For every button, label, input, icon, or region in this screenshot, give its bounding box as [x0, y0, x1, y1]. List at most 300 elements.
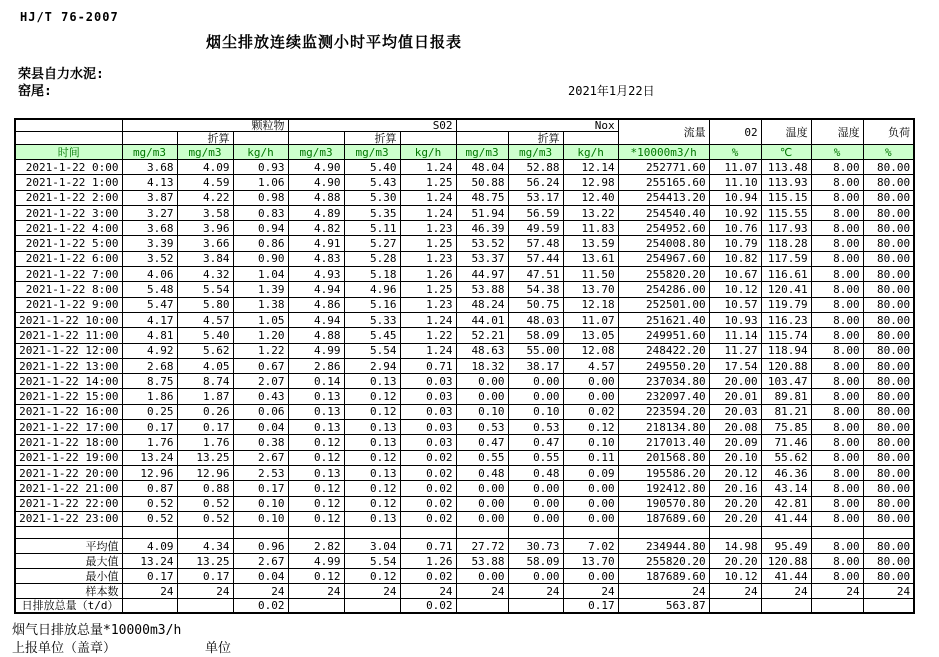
value-cell: 0.43: [233, 389, 288, 404]
monitoring-point: 窑尾:: [18, 84, 52, 99]
value-cell: 5.30: [344, 190, 400, 205]
value-cell: 0.13: [344, 511, 400, 526]
value-cell: 30.73: [508, 539, 563, 554]
table-row: [15, 450, 914, 465]
summary-label-cell: 日排放总量（t/d）: [15, 599, 122, 613]
value-cell: 0.17: [122, 420, 177, 435]
value-cell: 80.00: [863, 404, 914, 419]
value-cell: 4.86: [288, 297, 344, 312]
value-cell: 53.17: [508, 190, 563, 205]
value-cell: 1.26: [400, 267, 456, 282]
value-cell: 0.10: [233, 511, 288, 526]
value-cell: 0.12: [288, 496, 344, 511]
value-cell: 0.17: [177, 569, 233, 584]
value-cell: 80.00: [863, 282, 914, 297]
blank-cell: [344, 527, 400, 539]
value-cell: 118.94: [761, 343, 811, 358]
value-cell: 3.87: [122, 190, 177, 205]
table-row: [15, 282, 914, 297]
unit-cell: mg/m3: [122, 145, 177, 160]
value-cell: 0.00: [563, 569, 618, 584]
value-cell: 2.67: [233, 554, 288, 569]
value-cell: 1.86: [122, 389, 177, 404]
value-cell: 80.00: [863, 465, 914, 480]
value-cell: 223594.20: [618, 404, 709, 419]
value-cell: 8.00: [811, 343, 863, 358]
value-cell: 80.00: [863, 389, 914, 404]
value-cell: 80.00: [863, 539, 914, 554]
value-cell: 0.13: [344, 420, 400, 435]
value-cell: 4.81: [122, 328, 177, 343]
value-cell: 0.02: [400, 465, 456, 480]
value-cell: 1.38: [233, 297, 288, 312]
value-cell: 10.76: [709, 221, 761, 236]
value-cell: 0.71: [400, 539, 456, 554]
value-cell: 24: [177, 584, 233, 599]
value-cell: 4.09: [122, 539, 177, 554]
value-cell: 3.52: [122, 251, 177, 266]
value-cell: 24: [233, 584, 288, 599]
value-cell: 8.00: [811, 404, 863, 419]
value-cell: 1.24: [400, 205, 456, 220]
value-cell: 0.12: [344, 496, 400, 511]
value-cell: 10.94: [709, 190, 761, 205]
value-cell: 18.32: [456, 358, 508, 373]
value-cell: 48.24: [456, 297, 508, 312]
blank-cell: [456, 527, 508, 539]
value-cell: [288, 599, 344, 613]
table-row: [15, 328, 914, 343]
value-cell: 0.13: [344, 435, 400, 450]
summary-row: [15, 584, 914, 599]
value-cell: 563.87: [618, 599, 709, 613]
report-date: 2021年1月22日: [568, 84, 655, 98]
value-cell: 13.22: [563, 205, 618, 220]
value-cell: 0.12: [288, 569, 344, 584]
table-row: [15, 160, 914, 175]
header-load: 负荷: [863, 119, 914, 145]
value-cell: 1.23: [400, 297, 456, 312]
time-cell: 2021-1-22 20:00: [15, 465, 122, 480]
value-cell: 8.00: [811, 160, 863, 175]
table-row: [15, 420, 914, 435]
value-cell: 5.27: [344, 236, 400, 251]
time-cell: 2021-1-22 8:00: [15, 282, 122, 297]
emissions-table: [14, 118, 915, 614]
value-cell: 11.14: [709, 328, 761, 343]
blank-cell: [288, 527, 344, 539]
value-cell: 8.00: [811, 190, 863, 205]
value-cell: 234944.80: [618, 539, 709, 554]
value-cell: 12.96: [122, 465, 177, 480]
value-cell: 4.99: [288, 554, 344, 569]
value-cell: 4.88: [288, 190, 344, 205]
reporting-unit-label: 上报单位（盖章）: [12, 641, 117, 656]
value-cell: 4.94: [288, 282, 344, 297]
value-cell: 80.00: [863, 190, 914, 205]
value-cell: 80.00: [863, 496, 914, 511]
value-cell: 113.93: [761, 175, 811, 190]
value-cell: 0.12: [288, 435, 344, 450]
value-cell: 120.88: [761, 358, 811, 373]
time-cell: 2021-1-22 19:00: [15, 450, 122, 465]
value-cell: 43.14: [761, 481, 811, 496]
blank-cell: [122, 527, 177, 539]
value-cell: 24: [618, 584, 709, 599]
value-cell: 3.68: [122, 221, 177, 236]
value-cell: 8.00: [811, 496, 863, 511]
time-cell: 2021-1-22 22:00: [15, 496, 122, 511]
blank-cell: [400, 527, 456, 539]
value-cell: 41.44: [761, 569, 811, 584]
value-cell: 55.62: [761, 450, 811, 465]
value-cell: 52.88: [508, 160, 563, 175]
value-cell: 0.03: [400, 374, 456, 389]
value-cell: 53.88: [456, 554, 508, 569]
value-cell: 17.54: [709, 358, 761, 373]
value-cell: 44.01: [456, 312, 508, 327]
value-cell: 120.88: [761, 554, 811, 569]
value-cell: 80.00: [863, 236, 914, 251]
value-cell: 248422.20: [618, 343, 709, 358]
value-cell: 11.10: [709, 175, 761, 190]
value-cell: 53.88: [456, 282, 508, 297]
value-cell: 1.39: [233, 282, 288, 297]
header-o2: 02: [709, 119, 761, 145]
value-cell: 201568.80: [618, 450, 709, 465]
value-cell: 24: [508, 584, 563, 599]
value-cell: 4.96: [344, 282, 400, 297]
header-blank-cell: [122, 132, 177, 145]
value-cell: 0.12: [344, 404, 400, 419]
value-cell: 1.04: [233, 267, 288, 282]
value-cell: 8.00: [811, 328, 863, 343]
value-cell: 5.54: [344, 554, 400, 569]
value-cell: 5.11: [344, 221, 400, 236]
value-cell: 0.17: [122, 569, 177, 584]
time-cell: 2021-1-22 16:00: [15, 404, 122, 419]
value-cell: 80.00: [863, 358, 914, 373]
value-cell: 0.25: [122, 404, 177, 419]
summary-row: [15, 554, 914, 569]
value-cell: 1.76: [177, 435, 233, 450]
value-cell: 13.05: [563, 328, 618, 343]
time-cell: 2021-1-22 0:00: [15, 160, 122, 175]
value-cell: 116.61: [761, 267, 811, 282]
value-cell: 0.90: [233, 251, 288, 266]
value-cell: [456, 599, 508, 613]
value-cell: 48.63: [456, 343, 508, 358]
value-cell: 115.55: [761, 205, 811, 220]
value-cell: [508, 599, 563, 613]
value-cell: 1.22: [400, 328, 456, 343]
value-cell: 195586.20: [618, 465, 709, 480]
value-cell: 24: [456, 584, 508, 599]
header-so2-converted: 折算: [344, 132, 400, 145]
value-cell: 113.48: [761, 160, 811, 175]
value-cell: 13.25: [177, 450, 233, 465]
value-cell: 24: [122, 584, 177, 599]
value-cell: 1.20: [233, 328, 288, 343]
unit-cell: mg/m3: [456, 145, 508, 160]
value-cell: 0.52: [122, 496, 177, 511]
time-cell: 2021-1-22 5:00: [15, 236, 122, 251]
value-cell: 254413.20: [618, 190, 709, 205]
value-cell: 0.00: [456, 389, 508, 404]
value-cell: 11.07: [563, 312, 618, 327]
value-cell: 8.00: [811, 374, 863, 389]
time-cell: 2021-1-22 7:00: [15, 267, 122, 282]
value-cell: 8.00: [811, 312, 863, 327]
value-cell: [344, 599, 400, 613]
value-cell: 0.00: [456, 374, 508, 389]
value-cell: 11.50: [563, 267, 618, 282]
value-cell: 0.00: [563, 374, 618, 389]
value-cell: 57.48: [508, 236, 563, 251]
value-cell: 80.00: [863, 221, 914, 236]
value-cell: 75.85: [761, 420, 811, 435]
value-cell: 0.03: [400, 435, 456, 450]
table-row: [15, 496, 914, 511]
value-cell: 12.14: [563, 160, 618, 175]
value-cell: 20.10: [709, 450, 761, 465]
value-cell: 55.00: [508, 343, 563, 358]
value-cell: 20.03: [709, 404, 761, 419]
value-cell: 8.00: [811, 175, 863, 190]
value-cell: 4.93: [288, 267, 344, 282]
value-cell: 24: [344, 584, 400, 599]
value-cell: 20.08: [709, 420, 761, 435]
value-cell: 49.59: [508, 221, 563, 236]
value-cell: 1.24: [400, 312, 456, 327]
value-cell: 1.25: [400, 175, 456, 190]
value-cell: 2.07: [233, 374, 288, 389]
time-cell: 2021-1-22 14:00: [15, 374, 122, 389]
value-cell: 0.17: [233, 481, 288, 496]
value-cell: 4.92: [122, 343, 177, 358]
value-cell: 0.00: [563, 511, 618, 526]
value-cell: 54.38: [508, 282, 563, 297]
value-cell: 46.39: [456, 221, 508, 236]
value-cell: [863, 599, 914, 613]
header-blank-cell: [400, 132, 456, 145]
value-cell: 5.18: [344, 267, 400, 282]
value-cell: 0.00: [563, 389, 618, 404]
unit-cell: mg/m3: [344, 145, 400, 160]
value-cell: 52.21: [456, 328, 508, 343]
value-cell: 12.08: [563, 343, 618, 358]
table-row: [15, 221, 914, 236]
value-cell: 252501.00: [618, 297, 709, 312]
value-cell: 3.27: [122, 205, 177, 220]
value-cell: 80.00: [863, 343, 914, 358]
value-cell: 71.46: [761, 435, 811, 450]
summary-label-cell: 最小值: [15, 569, 122, 584]
value-cell: 0.87: [122, 481, 177, 496]
value-cell: 58.09: [508, 554, 563, 569]
table-row: [15, 343, 914, 358]
value-cell: 20.20: [709, 511, 761, 526]
time-cell: 2021-1-22 10:00: [15, 312, 122, 327]
time-cell: 2021-1-22 21:00: [15, 481, 122, 496]
value-cell: 0.02: [400, 511, 456, 526]
value-cell: 0.47: [456, 435, 508, 450]
value-cell: 3.66: [177, 236, 233, 251]
value-cell: 24: [811, 584, 863, 599]
value-cell: [122, 599, 177, 613]
value-cell: 4.82: [288, 221, 344, 236]
value-cell: 24: [288, 584, 344, 599]
unit-cell: %: [811, 145, 863, 160]
value-cell: 10.12: [709, 569, 761, 584]
value-cell: 1.23: [400, 251, 456, 266]
value-cell: 13.24: [122, 554, 177, 569]
value-cell: 0.00: [508, 569, 563, 584]
value-cell: 10.67: [709, 267, 761, 282]
header-temperature: 温度: [761, 119, 811, 145]
time-cell: 2021-1-22 23:00: [15, 511, 122, 526]
value-cell: 13.25: [177, 554, 233, 569]
value-cell: 0.13: [288, 420, 344, 435]
value-cell: 42.81: [761, 496, 811, 511]
value-cell: 4.91: [288, 236, 344, 251]
value-cell: 8.00: [811, 481, 863, 496]
value-cell: 20.12: [709, 465, 761, 480]
value-cell: 8.00: [811, 450, 863, 465]
value-cell: 4.89: [288, 205, 344, 220]
value-cell: 44.97: [456, 267, 508, 282]
value-cell: 38.17: [508, 358, 563, 373]
table-row: [15, 389, 914, 404]
standard-number: HJ/T 76-2007: [20, 10, 119, 24]
value-cell: 48.03: [508, 312, 563, 327]
value-cell: 20.09: [709, 435, 761, 450]
value-cell: 13.70: [563, 554, 618, 569]
value-cell: 41.44: [761, 511, 811, 526]
value-cell: 0.10: [508, 404, 563, 419]
value-cell: 24: [761, 584, 811, 599]
value-cell: 0.98: [233, 190, 288, 205]
time-cell: 2021-1-22 6:00: [15, 251, 122, 266]
value-cell: 255820.20: [618, 554, 709, 569]
value-cell: 249951.60: [618, 328, 709, 343]
value-cell: [761, 599, 811, 613]
header-pm-converted: 折算: [177, 132, 233, 145]
value-cell: 0.06: [233, 404, 288, 419]
value-cell: 254967.60: [618, 251, 709, 266]
value-cell: 80.00: [863, 297, 914, 312]
time-cell: 2021-1-22 18:00: [15, 435, 122, 450]
value-cell: 8.75: [122, 374, 177, 389]
header-blank-cell: [15, 132, 122, 145]
header-nox: Nox: [456, 119, 618, 132]
value-cell: 5.28: [344, 251, 400, 266]
value-cell: 0.02: [400, 481, 456, 496]
value-cell: 8.00: [811, 251, 863, 266]
value-cell: 3.58: [177, 205, 233, 220]
spacer-row: [15, 527, 914, 539]
time-cell: 2021-1-22 15:00: [15, 389, 122, 404]
value-cell: 103.47: [761, 374, 811, 389]
value-cell: 0.00: [456, 569, 508, 584]
value-cell: 4.09: [177, 160, 233, 175]
value-cell: 0.10: [563, 435, 618, 450]
unit-cell: mg/m3: [288, 145, 344, 160]
value-cell: 119.79: [761, 297, 811, 312]
value-cell: 255820.20: [618, 267, 709, 282]
value-cell: 8.00: [811, 358, 863, 373]
value-cell: 5.47: [122, 297, 177, 312]
value-cell: 0.67: [233, 358, 288, 373]
value-cell: 24: [563, 584, 618, 599]
value-cell: 0.02: [400, 450, 456, 465]
value-cell: 20.20: [709, 554, 761, 569]
value-cell: 8.00: [811, 554, 863, 569]
value-cell: 187689.60: [618, 569, 709, 584]
value-cell: 24: [863, 584, 914, 599]
value-cell: 58.09: [508, 328, 563, 343]
value-cell: 1.76: [122, 435, 177, 450]
value-cell: 0.88: [177, 481, 233, 496]
value-cell: 20.01: [709, 389, 761, 404]
daily-total-row: [15, 599, 914, 613]
page-title: 烟尘排放连续监测小时平均值日报表: [206, 33, 463, 51]
value-cell: 0.48: [508, 465, 563, 480]
value-cell: 0.13: [344, 374, 400, 389]
value-cell: 192412.80: [618, 481, 709, 496]
blank-cell: [761, 527, 811, 539]
table-row: [15, 175, 914, 190]
value-cell: 14.98: [709, 539, 761, 554]
value-cell: 80.00: [863, 175, 914, 190]
value-cell: 48.75: [456, 190, 508, 205]
value-cell: 89.81: [761, 389, 811, 404]
table-row: [15, 312, 914, 327]
unit-cell: kg/h: [233, 145, 288, 160]
value-cell: 80.00: [863, 435, 914, 450]
table-header-groups: [15, 119, 914, 132]
value-cell: 0.38: [233, 435, 288, 450]
value-cell: 217013.40: [618, 435, 709, 450]
blank-cell: [508, 527, 563, 539]
value-cell: 95.49: [761, 539, 811, 554]
blank-cell: [811, 527, 863, 539]
value-cell: 5.45: [344, 328, 400, 343]
value-cell: 8.00: [811, 297, 863, 312]
value-cell: 4.90: [288, 160, 344, 175]
value-cell: 254540.40: [618, 205, 709, 220]
value-cell: 7.02: [563, 539, 618, 554]
value-cell: 3.39: [122, 236, 177, 251]
value-cell: 13.70: [563, 282, 618, 297]
value-cell: 4.22: [177, 190, 233, 205]
table-row: [15, 236, 914, 251]
value-cell: 1.25: [400, 282, 456, 297]
value-cell: 8.00: [811, 435, 863, 450]
value-cell: 12.18: [563, 297, 618, 312]
value-cell: 0.02: [233, 599, 288, 613]
time-cell: 2021-1-22 13:00: [15, 358, 122, 373]
value-cell: 8.00: [811, 205, 863, 220]
value-cell: 47.51: [508, 267, 563, 282]
value-cell: 0.00: [508, 389, 563, 404]
unit-cell: kg/h: [400, 145, 456, 160]
value-cell: 0.17: [177, 420, 233, 435]
value-cell: 0.13: [344, 465, 400, 480]
value-cell: 80.00: [863, 205, 914, 220]
value-cell: 0.83: [233, 205, 288, 220]
value-cell: 4.06: [122, 267, 177, 282]
